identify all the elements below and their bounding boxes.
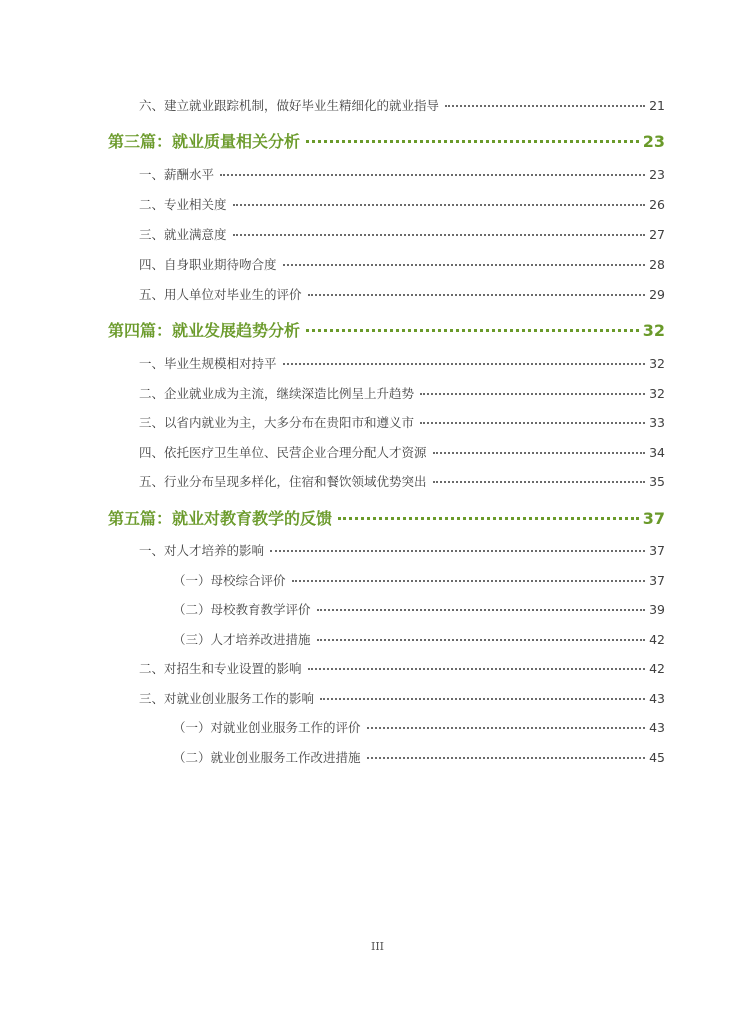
toc-part-label: 第五篇：就业对教育教学的反馈	[108, 509, 333, 528]
toc-entry-page: 34	[649, 445, 665, 460]
toc-entry[interactable]	[0, 384, 755, 402]
toc-entry-label: 四、依托医疗卫生单位、民营企业合理分配人才资源	[139, 445, 427, 460]
page-number: III	[370, 940, 385, 953]
toc-entry-label: 五、行业分布呈现多样化，住宿和餐饮领域优势突出	[139, 474, 427, 489]
toc-entry[interactable]	[0, 354, 755, 372]
toc-entry[interactable]	[0, 165, 755, 183]
toc-part-page: 32	[642, 321, 665, 340]
dot-leader	[308, 294, 646, 296]
toc-subentry[interactable]	[0, 571, 755, 589]
toc-subentry-page: 42	[649, 632, 665, 647]
toc-part-label: 第四篇：就业发展趋势分析	[108, 321, 301, 340]
toc-subentry[interactable]	[0, 600, 755, 618]
dot-leader	[433, 452, 646, 454]
toc-part-page: 23	[642, 132, 665, 151]
dot-leader	[306, 140, 639, 143]
toc-entry[interactable]	[0, 443, 755, 461]
toc-part-heading[interactable]	[0, 318, 755, 341]
toc-entry-label: 五、用人单位对毕业生的评价	[139, 287, 302, 302]
toc-entry-label: 三、以省内就业为主，大多分布在贵阳市和遵义市	[139, 415, 415, 430]
toc-subentry-page: 37	[649, 573, 665, 588]
toc-entry-page: 26	[649, 197, 665, 212]
toc-part-heading[interactable]	[0, 506, 755, 529]
toc-entry-label: 三、对就业创业服务工作的影响	[139, 691, 315, 706]
toc-subentry-page: 39	[649, 602, 665, 617]
dot-leader	[306, 329, 639, 332]
toc-part-page: 37	[642, 509, 665, 528]
dot-leader	[270, 550, 645, 552]
toc-entry[interactable]	[0, 541, 755, 559]
toc-entry-label: 一、毕业生规模相对持平	[139, 356, 277, 371]
toc-entry-page: 23	[649, 167, 665, 182]
toc-entry-label: 三、就业满意度	[139, 227, 227, 242]
toc-entry-page: 29	[649, 287, 665, 302]
dot-leader	[367, 727, 646, 729]
toc-entry[interactable]	[0, 195, 755, 213]
toc-subentry-label: （一）对就业创业服务工作的评价	[173, 720, 361, 735]
toc-subentry-label: （二）就业创业服务工作改进措施	[173, 750, 361, 765]
dot-leader	[292, 580, 646, 582]
dot-leader	[445, 105, 645, 107]
dot-leader	[283, 363, 646, 365]
toc-entry[interactable]	[0, 255, 755, 273]
toc-entry[interactable]	[0, 472, 755, 490]
dot-leader	[233, 234, 646, 236]
dot-leader	[433, 481, 646, 483]
toc-entry-page: 37	[649, 543, 665, 558]
dot-leader	[220, 174, 645, 176]
toc-entry-page: 27	[649, 227, 665, 242]
toc-subentry[interactable]	[0, 630, 755, 648]
toc-entry[interactable]	[0, 689, 755, 707]
toc-subentry-label: （一）母校综合评价	[173, 573, 286, 588]
toc-subentry-page: 43	[649, 720, 665, 735]
toc-subentry-page: 45	[649, 750, 665, 765]
dot-leader	[317, 609, 646, 611]
toc-entry-page: 42	[649, 661, 665, 676]
toc-subentry[interactable]	[0, 718, 755, 736]
dot-leader	[317, 639, 646, 641]
toc-subentry-label: （三）人才培养改进措施	[173, 632, 311, 647]
toc-entry-page: 28	[649, 257, 665, 272]
toc-entry[interactable]	[0, 225, 755, 243]
toc-entry-label: 一、薪酬水平	[139, 167, 215, 182]
toc-subentry-label: （二）母校教育教学评价	[173, 602, 311, 617]
dot-leader	[420, 393, 645, 395]
toc-entry-page: 43	[649, 691, 665, 706]
toc-entry-label: 六、建立就业跟踪机制，做好毕业生精细化的就业指导	[139, 98, 440, 113]
toc-subentry[interactable]	[0, 748, 755, 766]
toc-entry[interactable]	[0, 96, 755, 114]
toc-entry-page: 32	[649, 386, 665, 401]
dot-leader	[420, 422, 645, 424]
toc-entry-page: 35	[649, 474, 665, 489]
toc-entry-label: 二、专业相关度	[139, 197, 227, 212]
dot-leader	[367, 757, 646, 759]
toc-entry-label: 二、对招生和专业设置的影响	[139, 661, 302, 676]
toc-entry-page: 21	[649, 98, 665, 113]
toc-entry-page: 32	[649, 356, 665, 371]
toc-entry[interactable]	[0, 659, 755, 677]
toc-entry-label: 四、自身职业期待吻合度	[139, 257, 277, 272]
toc-part-label: 第三篇：就业质量相关分析	[108, 132, 301, 151]
toc-entry[interactable]	[0, 285, 755, 303]
toc-part-heading[interactable]	[0, 129, 755, 152]
dot-leader	[338, 517, 639, 520]
toc-entry-page: 33	[649, 415, 665, 430]
toc-entry[interactable]	[0, 413, 755, 431]
dot-leader	[308, 668, 646, 670]
dot-leader	[233, 204, 646, 206]
dot-leader	[283, 264, 646, 266]
dot-leader	[320, 698, 645, 700]
toc-entry-label: 二、企业就业成为主流，继续深造比例呈上升趋势	[139, 386, 415, 401]
toc-entry-label: 一、对人才培养的影响	[139, 543, 265, 558]
